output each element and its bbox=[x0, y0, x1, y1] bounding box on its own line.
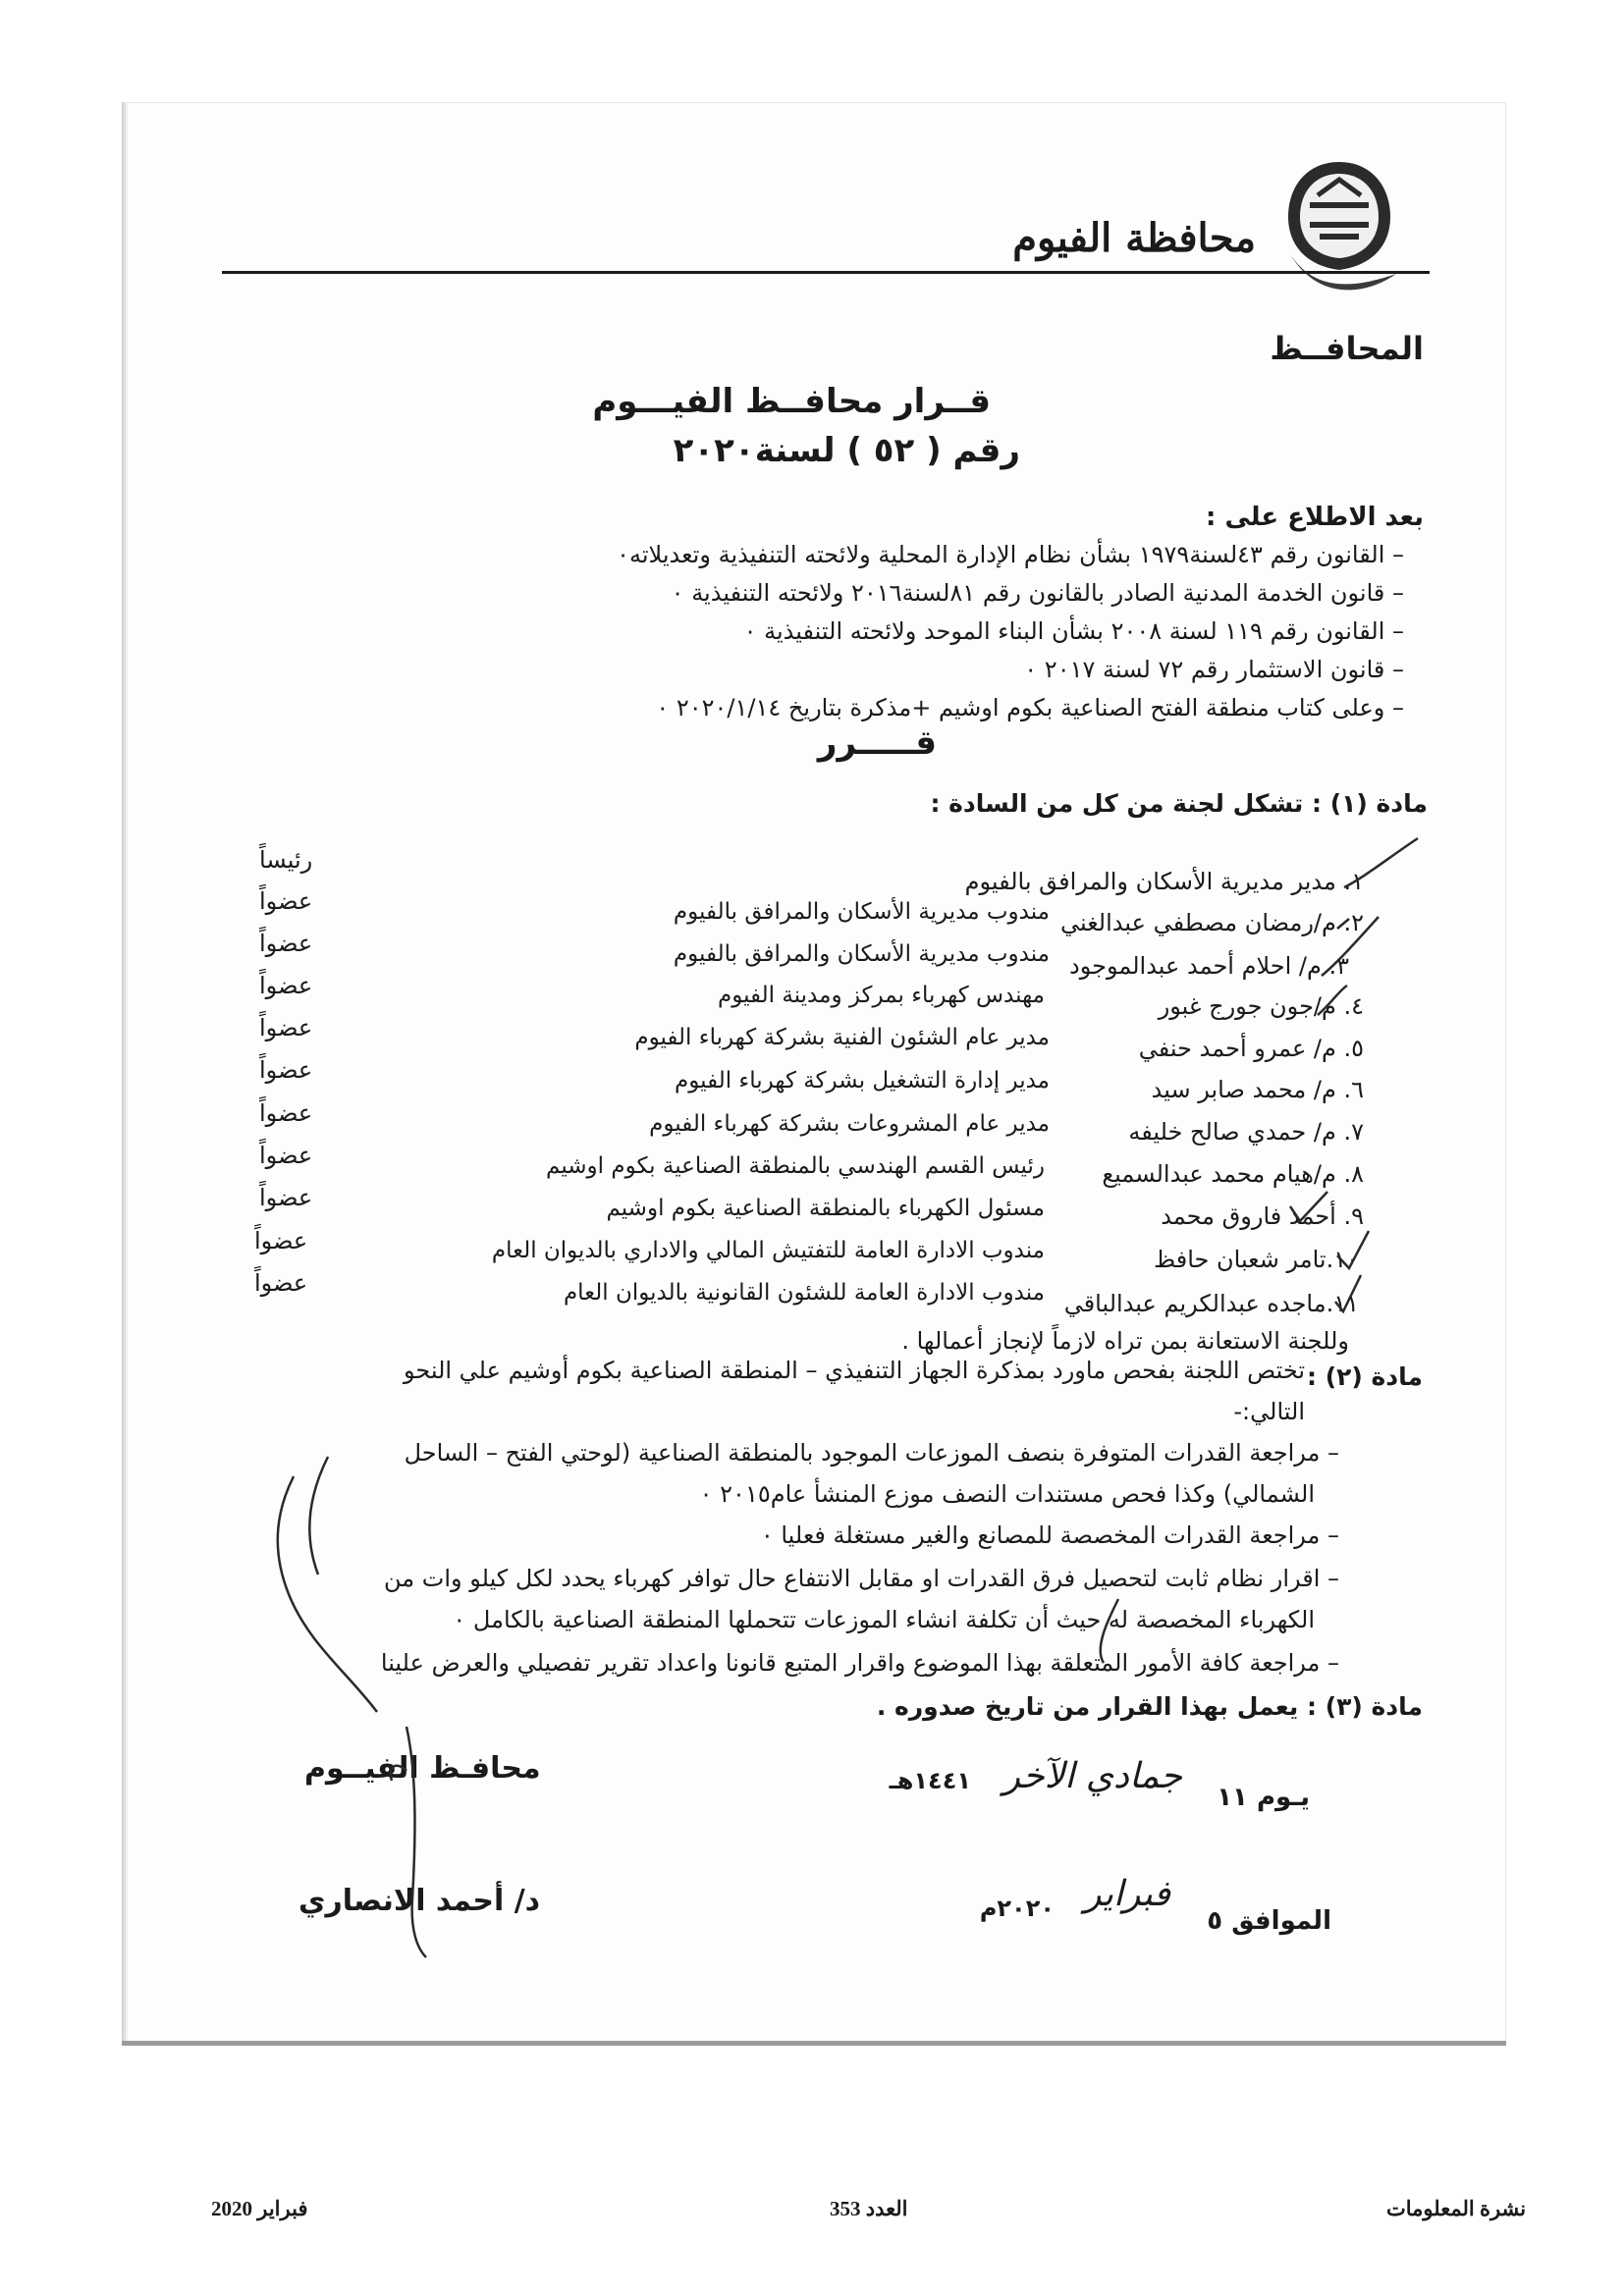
office-title: المحافــظ bbox=[1270, 330, 1424, 367]
gregorian-date-prefix: الموافق ٥ bbox=[1207, 1906, 1331, 1936]
preamble-item: – وعلى كتاب منطقة الفتح الصناعية بكوم اوشيم +مذكرة بتاريخ ٢٠٢٠/١/١٤ ٠ bbox=[656, 694, 1404, 721]
member-name: ٦. م/ محمد صابر سيد bbox=[1151, 1076, 1364, 1103]
member-title: مهندس كهرباء بمركز ومدينة الفيوم bbox=[717, 983, 1045, 1008]
signature-name: د/ أحمد الانصاري bbox=[298, 1884, 541, 1918]
preamble-item: – القانون رقم ٤٣لسنة١٩٧٩ بشأن نظام الإدارة المحلية ولائحته التنفيذية وتعديلاته٠ bbox=[617, 541, 1404, 568]
signature-office: محافـظ الفيــوم bbox=[304, 1751, 541, 1786]
footer-issue: العدد 353 bbox=[830, 2197, 908, 2220]
member-role: عضواً bbox=[259, 1014, 313, 1041]
decree-title: قــرار محافــظ الفيـــوم bbox=[592, 382, 991, 421]
member-title: مندوب مديرية الأسكان والمرافق بالفيوم bbox=[673, 941, 1050, 967]
member-role: رئيساً bbox=[259, 846, 313, 874]
member-role: عضواً bbox=[259, 1184, 313, 1211]
article-3: مادة (٣) : يعمل بهذا القرار من تاريخ صدوره . bbox=[876, 1692, 1423, 1721]
article-2-item: – مراجعة كافة الأمور المتعلقة بهذا الموضوع واقرار المتبع قانونا واعداد تقرير تفصيلي والعرض علينا bbox=[380, 1649, 1339, 1677]
member-title: مدير عام الشئون الفنية بشركة كهرباء الفيوم bbox=[634, 1025, 1050, 1050]
member-name: ١. مدير مديرية الأسكان والمرافق بالفيوم bbox=[964, 868, 1364, 895]
article-2-item: – اقرار نظام ثابت لتحصيل فرق القدرات او مقابل الانتفاع حال توافر كهرباء يحدد لكل كيلو وات من bbox=[383, 1565, 1339, 1592]
member-name: ١٠.تامر شعبان حافظ bbox=[1153, 1246, 1359, 1273]
article-2-intro: التالي:- bbox=[1233, 1398, 1305, 1425]
preamble-item: – قانون الخدمة المدنية الصادر بالقانون رقم ٨١لسنة٢٠١٦ ولائحته التنفيذية ٠ bbox=[671, 579, 1404, 607]
hijri-month-handwritten: جمادي الآخر bbox=[1002, 1756, 1182, 1796]
article-2-item: – مراجعة القدرات المخصصة للمصانع والغير مستغلة فعليا ٠ bbox=[760, 1522, 1339, 1549]
member-name: ٢. م/رمضان مصطفي عبدالغني bbox=[1059, 909, 1364, 936]
member-role: عضواً bbox=[259, 887, 313, 915]
member-name: ٥. م/ عمرو أحمد حنفي bbox=[1138, 1035, 1364, 1062]
footer-date: فبراير 2020 bbox=[211, 2197, 308, 2220]
article-2-heading: مادة (٢) : bbox=[1307, 1362, 1423, 1391]
member-title: مسئول الكهرباء بالمنطقة الصناعية بكوم اوشيم bbox=[606, 1196, 1045, 1221]
member-name: ٣. م/ احلام أحمد عبدالموجود bbox=[1069, 952, 1349, 980]
scanned-document bbox=[122, 102, 1506, 2046]
member-role: عضواً bbox=[259, 972, 313, 999]
member-name: ٩. أحمد فاروق محمد bbox=[1161, 1202, 1364, 1230]
member-title: مدير عام المشروعات بشركة كهرباء الفيوم bbox=[649, 1111, 1050, 1137]
governorate-name: محافظة الفيوم bbox=[1012, 215, 1256, 261]
footer-publication: نشرة المعلومات bbox=[1386, 2197, 1527, 2220]
member-name: ٧. م/ حمدي صالح خليفه bbox=[1128, 1118, 1364, 1146]
member-title: مندوب الادارة العامة للتفتيش المالي والاداري بالديوان العام bbox=[491, 1238, 1045, 1263]
article-1-footnote: وللجنة الاستعانة بمن تراه لازماً لإنجاز أعمالها . bbox=[901, 1327, 1349, 1355]
member-name: ٤. م/جون جورج غبور bbox=[1158, 992, 1364, 1020]
member-name: ٨. م/هيام محمد عبدالسميع bbox=[1102, 1160, 1364, 1188]
member-role: عضواً bbox=[259, 1056, 313, 1084]
member-title: مدير إدارة التشغيل بشركة كهرباء الفيوم bbox=[675, 1068, 1050, 1094]
member-role: عضواً bbox=[254, 1227, 308, 1255]
member-title: رئيس القسم الهندسي بالمنطقة الصناعية بكوم اوشيم bbox=[546, 1153, 1045, 1179]
gregorian-date-suffix: ٢٠٢٠م bbox=[979, 1895, 1055, 1922]
article-2-item: – مراجعة القدرات المتوفرة بنصف الموزعات الموجود بالمنطقة الصناعية (لوحتي الفتح – الساحل bbox=[404, 1439, 1339, 1467]
member-title: مندوب الادارة العامة للشئون القانونية بالديوان العام bbox=[563, 1280, 1045, 1306]
scan-edge bbox=[122, 102, 128, 2046]
hijri-date-prefix: يـوم ١١ bbox=[1217, 1783, 1310, 1812]
header-rule bbox=[222, 271, 1430, 274]
scan-edge bbox=[122, 2041, 1506, 2046]
preamble-heading: بعد الاطلاع على : bbox=[1206, 503, 1424, 532]
article-1-heading: مادة (١) : تشكل لجنة من كل من السادة : bbox=[930, 789, 1428, 818]
member-title: مندوب مديرية الأسكان والمرافق بالفيوم bbox=[673, 899, 1050, 925]
decides-heading: قـــــرر bbox=[817, 723, 937, 763]
member-role: عضواً bbox=[259, 1099, 313, 1127]
member-role: عضواً bbox=[259, 930, 313, 957]
hijri-date-suffix: ١٤٤١هـ bbox=[889, 1767, 971, 1794]
article-2-item: الكهرباء المخصصة له حيث أن تكلفة انشاء الموزعات تتحملها المنطقة الصناعية بالكامل ٠ bbox=[453, 1606, 1315, 1633]
article-2-intro: تختص اللجنة بفحص ماورد بمذكرة الجهاز التنفيذي – المنطقة الصناعية بكوم أوشيم علي النحو bbox=[403, 1357, 1305, 1384]
governorate-emblem-icon bbox=[1280, 156, 1398, 303]
preamble-item: – القانون رقم ١١٩ لسنة ٢٠٠٨ بشأن البناء الموحد ولائحته التنفيذية ٠ bbox=[743, 617, 1404, 645]
page-footer bbox=[0, 2197, 1624, 2236]
decree-number: رقم ( ٥٢ ) لسنة٢٠٢٠ bbox=[673, 431, 1020, 470]
member-role: عضواً bbox=[254, 1269, 308, 1297]
member-name: ١١.ماجده عبدالكريم عبدالباقي bbox=[1063, 1290, 1359, 1317]
article-2-item: الشمالي) وكذا فحص مستندات النصف موزع المنشأ عام٢٠١٥ ٠ bbox=[699, 1480, 1315, 1508]
preamble-item: – قانون الاستثمار رقم ٧٢ لسنة ٢٠١٧ ٠ bbox=[1024, 656, 1404, 683]
gregorian-month-handwritten: فبراير bbox=[1084, 1874, 1170, 1914]
member-role: عضواً bbox=[259, 1142, 313, 1169]
